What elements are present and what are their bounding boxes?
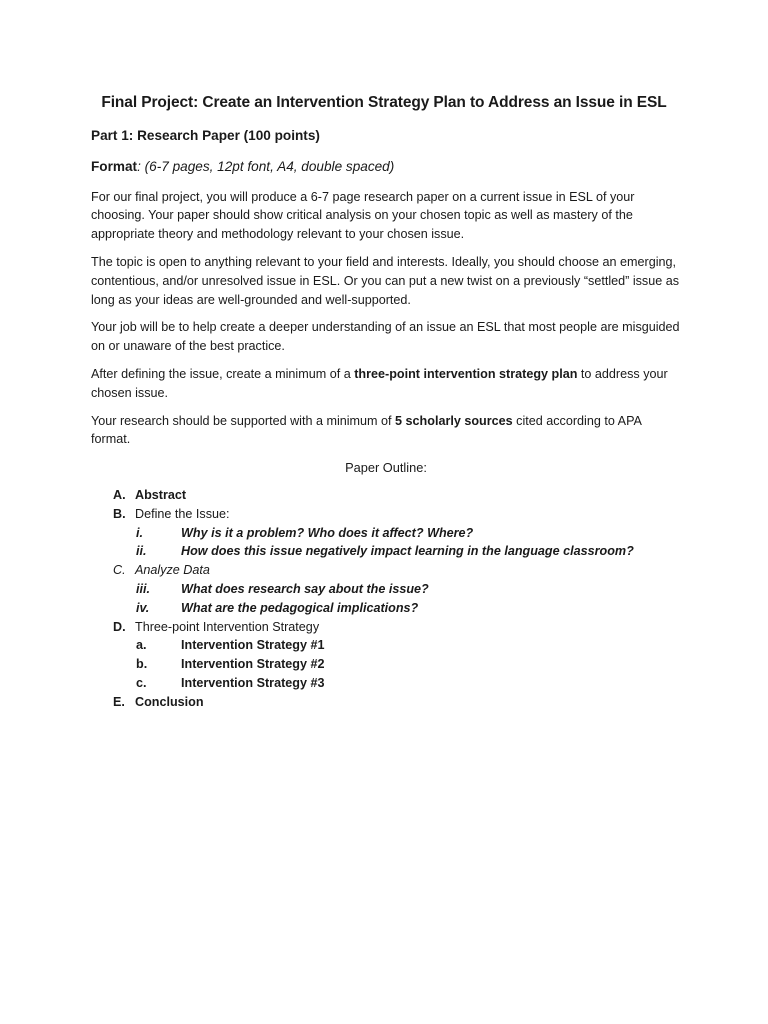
outline-marker: c. xyxy=(136,675,147,690)
outline-marker: ii. xyxy=(136,544,147,559)
outline-text: Three-point Intervention Strategy xyxy=(135,619,320,634)
outline-item xyxy=(91,618,681,637)
outline-item xyxy=(91,580,681,599)
outline-item xyxy=(91,636,681,655)
paragraph-strategy-emphasis: three-point intervention strategy plan xyxy=(354,366,578,381)
outline-marker: i. xyxy=(136,525,143,540)
outline-text: What does research say about the issue? xyxy=(181,581,429,596)
outline-marker: iv. xyxy=(136,600,150,615)
outline-item xyxy=(91,693,681,712)
outline-marker: A. xyxy=(113,487,126,502)
paragraph-sources xyxy=(91,412,681,450)
outline-text: Why is it a problem? Who does it affect? Where? xyxy=(181,525,474,540)
format-detail: : (6-7 pages, 12pt font, A4, double spaced) xyxy=(137,158,395,174)
paragraph-sources-end: cited according to APA format. xyxy=(91,413,642,447)
paper-outline xyxy=(91,486,681,712)
paragraph-job: Your job will be to help create a deeper understanding of an issue an ESL that most people are misguided on or unaware of the best practice. xyxy=(91,320,680,354)
outline-text: How does this issue negatively impact learning in the language classroom? xyxy=(181,544,634,559)
outline-marker: a. xyxy=(136,638,147,653)
outline-marker: iii. xyxy=(136,581,150,596)
document-title: Final Project: Create an Intervention Strategy Plan to Address an Issue in ESL xyxy=(101,94,667,111)
outline-text: Abstract xyxy=(135,487,187,502)
outline-marker: b. xyxy=(136,657,148,672)
outline-text: Intervention Strategy #2 xyxy=(181,657,325,672)
outline-title: Paper Outline: xyxy=(345,460,427,476)
paragraph-strategy-start: After defining the issue, create a minimum of a xyxy=(91,366,355,381)
document-body xyxy=(91,127,681,712)
outline-item xyxy=(91,542,681,561)
paragraph-strategy xyxy=(91,365,681,403)
outline-marker: E. xyxy=(113,694,125,709)
outline-text: Conclusion xyxy=(135,694,204,709)
outline-marker: B. xyxy=(113,506,126,521)
paragraph-sources-emphasis: 5 scholarly sources xyxy=(395,413,513,428)
outline-item xyxy=(91,655,681,674)
outline-item xyxy=(91,524,681,543)
paragraph-sources-start: Your research should be supported with a minimum of xyxy=(91,413,396,428)
outline-item xyxy=(91,599,681,618)
part1-heading: Part 1: Research Paper (100 points) xyxy=(91,128,320,143)
paragraph-intro: For our final project, you will produce a 6-7 page research paper on a current issue in ESL of your choosing. Your paper should show critical analysis on your chosen topic as well as mastery of the appropriate theory and methodology relevant to your chosen issue. xyxy=(91,189,635,242)
outline-text: Intervention Strategy #3 xyxy=(181,675,325,690)
paragraph-topic: The topic is open to anything relevant to your field and interests. Ideally, you should choose an emerging, contentious, and/or unresolved issue in ESL. Or you can put a new twist on a previously “settled” issue as long as your ideas are well-grounded and well-supported. xyxy=(91,254,680,307)
format-line xyxy=(91,158,681,177)
format-label: Format xyxy=(91,158,138,174)
outline-text: What are the pedagogical implications? xyxy=(181,600,419,615)
outline-item xyxy=(91,674,681,693)
outline-item xyxy=(91,505,681,524)
outline-text: Intervention Strategy #1 xyxy=(181,638,325,653)
outline-text: Define the Issue: xyxy=(135,506,230,521)
outline-item xyxy=(91,486,681,505)
outline-marker: D. xyxy=(113,619,126,634)
outline-text: Analyze Data xyxy=(135,563,210,578)
outline-item xyxy=(91,561,681,580)
paragraph-strategy-end: to address your chosen issue. xyxy=(91,366,668,400)
outline-marker: C. xyxy=(113,563,126,578)
